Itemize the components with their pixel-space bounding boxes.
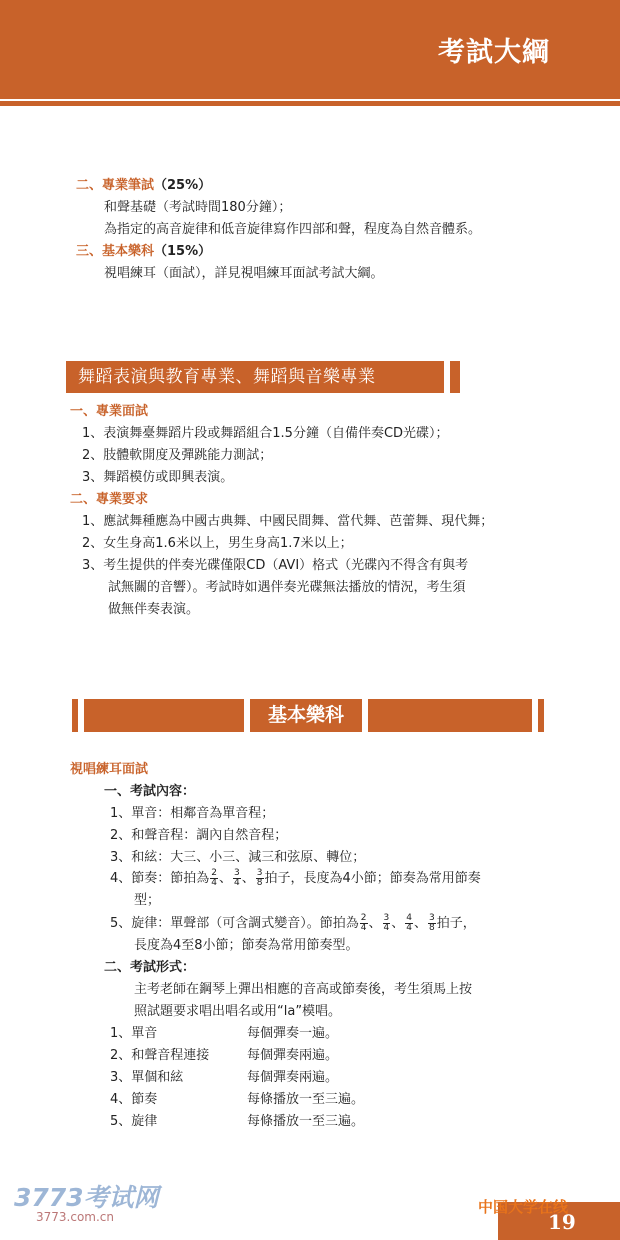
paragraph-line: 主考老師在鋼琴上彈出相應的音高或節奏後，考生須馬上按: [134, 982, 473, 997]
banner-accent-bar: [450, 361, 460, 393]
time-signature: [360, 914, 368, 933]
numerator: 3: [256, 868, 263, 878]
time-signatures: [209, 868, 264, 888]
paragraph-line: 視唱練耳（面試），詳見視唱練耳面試考試大綱。: [104, 266, 384, 281]
banner-segment: [368, 699, 532, 732]
time-signature: [383, 914, 391, 933]
list-item-continued: 試無關的音響）。考試時如遇伴奏光碟無法播放的情況，考生須: [108, 580, 466, 595]
heading-sight-singing: 視唱練耳面試: [70, 762, 149, 777]
denominator: 4: [383, 923, 390, 933]
table-cell: 1、單音: [110, 1026, 158, 1041]
table-cell: 每個彈奏一遍。: [247, 1026, 339, 1041]
numerator: 2: [211, 868, 218, 878]
page-number: 19: [548, 1210, 576, 1234]
table-cell: 5、旋律: [110, 1114, 158, 1129]
table-cell: 4、節奏: [110, 1092, 158, 1107]
list-item: 2、肢體軟開度及彈跳能力測試；: [82, 448, 273, 463]
heading-exam-form: 二、考試形式：: [104, 960, 196, 975]
time-signature: [405, 914, 413, 933]
table-cell: 2、和聲音程連接: [110, 1048, 210, 1063]
list-item: 3、考生提供的伴奏光碟僅限CD（AVI）格式（光碟內不得含有與考: [82, 558, 469, 573]
header-rule: [0, 99, 620, 101]
list-item: 2、女生身高1.6米以上，男生身高1.7米以上；: [82, 536, 353, 551]
heading-text: 二、專業筆試: [76, 178, 155, 193]
numerator: 3: [234, 868, 240, 878]
list-item: 1、單音：相鄰音為單音程；: [110, 806, 275, 821]
time-signature: [256, 869, 264, 888]
heading-exam-content: 一、考試內容：: [104, 784, 196, 799]
text-segment: 5、旋律：單聲部（可含調式變音）。節拍為: [110, 916, 359, 931]
paragraph-line: 和聲基礎（考試時間180分鐘）；: [104, 200, 292, 215]
heading-interview: 一、專業面試: [70, 404, 149, 419]
numerator: 2: [360, 913, 367, 923]
heading-basic-music: [76, 242, 211, 262]
list-item-rhythm: [110, 869, 481, 889]
denominator: 4: [406, 923, 413, 933]
header-bar: [0, 0, 620, 106]
list-item: 2、和聲音程：調內自然音程；: [110, 828, 288, 843]
table-row: [110, 1024, 157, 1044]
separator: 、: [241, 871, 255, 886]
numerator: 3: [429, 913, 435, 923]
table-cell: 每條播放一至三遍。: [247, 1114, 365, 1129]
watermark-org: 中国大学在线: [478, 1198, 569, 1216]
banner-segment: [84, 699, 244, 732]
time-signatures: [359, 913, 437, 933]
list-item: 1、表演舞臺舞蹈片段或舞蹈組合1.5分鐘（自備伴奏CD光碟）；: [82, 426, 449, 441]
watermark-logo: 3773考试网: [14, 1183, 159, 1212]
list-item: 1、應試舞種應為中國古典舞、中國民間舞、當代舞、芭蕾舞、現代舞；: [82, 514, 494, 529]
denominator: 4: [360, 923, 367, 933]
table-row: [110, 1090, 157, 1110]
table-cell: 每個彈奏兩遍。: [247, 1070, 339, 1085]
heading-text: 三、基本樂科: [76, 244, 155, 259]
list-item-continued: 長度為4至8小節；節奏為常用節奏型。: [134, 938, 359, 953]
paragraph-line: 照試題要求唱出唱名或用“la”模唱。: [134, 1004, 342, 1019]
denominator: 4: [211, 878, 218, 888]
list-item-melody: [110, 914, 476, 934]
heading-percent: （25%）: [154, 178, 212, 193]
separator: 、: [391, 916, 405, 931]
table-row: [110, 1068, 183, 1088]
banner-accent-bar: [538, 699, 544, 732]
list-item: 3、舞蹈模仿或即興表演。: [82, 470, 234, 485]
page-title: 考試大綱: [438, 37, 550, 68]
text-segment: 拍子，長度為4小節；節奏為常用節奏: [264, 871, 481, 886]
heading-requirements: 二、專業要求: [70, 492, 149, 507]
separator: 、: [414, 916, 428, 931]
list-item-continued: 型；: [134, 893, 161, 908]
table-cell: 每個彈奏兩遍。: [247, 1048, 339, 1063]
list-item-continued: 做無伴奏表演。: [108, 602, 200, 617]
section-banner-dance: 舞蹈表演與教育專業、舞蹈與音樂專業: [66, 361, 444, 393]
table-cell: 3、單個和絃: [110, 1070, 184, 1085]
paragraph-line: 為指定的高音旋律和低音旋律寫作四部和聲，程度為自然音體系。: [104, 222, 482, 237]
denominator: 8: [256, 878, 263, 888]
time-signature: [428, 914, 436, 933]
text-segment: 拍子，: [436, 916, 476, 931]
table-row: [110, 1112, 157, 1132]
numerator: 3: [383, 913, 390, 923]
table-cell: 每條播放一至三遍。: [247, 1092, 365, 1107]
denominator: 8: [429, 923, 435, 933]
table-row: [110, 1046, 209, 1066]
text-segment: 4、節奏：節拍為: [110, 871, 210, 886]
time-signature: [210, 869, 218, 888]
separator: 、: [368, 916, 382, 931]
heading-percent: （15%）: [154, 244, 212, 259]
separator: 、: [219, 871, 233, 886]
numerator: 4: [406, 913, 413, 923]
time-signature: [233, 869, 241, 888]
heading-professional-written: [76, 176, 211, 196]
denominator: 4: [234, 878, 240, 888]
list-item: 3、和絃：大三、小三、減三和弦原、轉位；: [110, 850, 366, 865]
section-banner-basic: 基本樂科: [250, 699, 362, 732]
banner-accent-bar: [72, 699, 78, 732]
watermark-url: 3773.com.cn: [36, 1210, 114, 1224]
